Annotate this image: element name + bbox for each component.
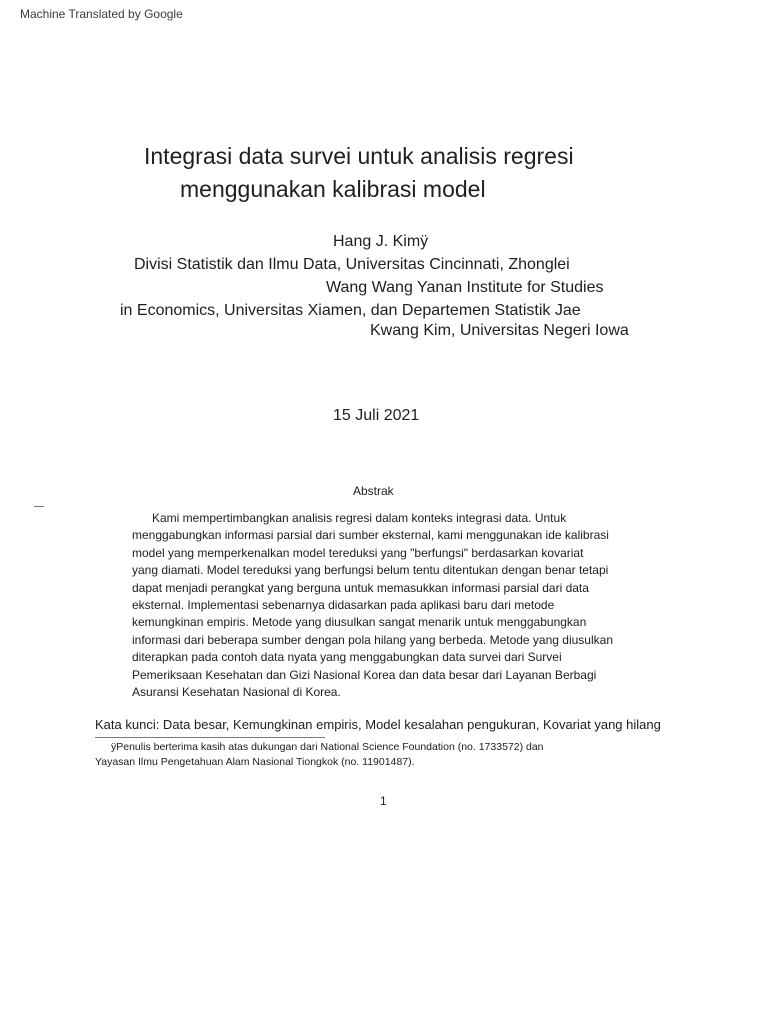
- author-line-4: in Economics, Universitas Xiamen, dan Departemen Statistik Jae: [120, 302, 581, 319]
- publication-date: 15 Juli 2021: [333, 407, 420, 424]
- abstract-line: menggabungkan informasi parsial dari sumber eksternal, kami menggunakan ide kalibrasi: [132, 528, 609, 543]
- author-line-1: Hang J. Kimÿ: [333, 233, 429, 250]
- page-number: 1: [380, 794, 387, 808]
- abstract-line: Asuransi Kesehatan Nasional di Korea.: [132, 685, 341, 700]
- abstract-heading: Abstrak: [353, 484, 394, 498]
- keywords: Kata kunci: Data besar, Kemungkinan empiris, Model kesalahan pengukuran, Kovariat yang hilang: [95, 717, 661, 732]
- abstract-line: kemungkinan empiris. Metode yang diusulkan sangat menarik untuk menggabungkan: [132, 615, 587, 630]
- abstract-line: informasi dari beberapa sumber dengan pola hilang yang berbeda. Metode yang diusulkan: [132, 632, 613, 647]
- abstract-line: eksternal. Implementasi sebenarnya didasarkan pada aplikasi baru dari metode: [132, 598, 555, 613]
- abstract-line: yang diamati. Model tereduksi yang berfungsi belum tentu ditentukan dengan benar tetapi: [132, 563, 609, 578]
- margin-mark: [34, 506, 44, 507]
- paper-title-line-1: Integrasi data survei untuk analisis regresi: [144, 143, 574, 169]
- author-line-5: Kwang Kim, Universitas Negeri Iowa: [370, 322, 629, 339]
- abstract-line: model yang memperkenalkan model tereduksi yang "berfungsi" berdasarkan kovariat: [132, 545, 584, 560]
- abstract-line: diterapkan pada contoh data nyata yang menggabungkan data survei dari Survei: [132, 650, 562, 665]
- footnote-line-1: ÿPenulis berterima kasih atas dukungan dari National Science Foundation (no. 1733572) dan: [111, 741, 544, 753]
- author-line-3: Wang Wang Yanan Institute for Studies: [326, 279, 604, 296]
- footnote-divider: [95, 737, 325, 738]
- abstract-body: [132, 510, 652, 701]
- machine-translation-banner: Machine Translated by Google: [20, 7, 183, 21]
- footnote-line-2: Yayasan Ilmu Pengetahuan Alam Nasional Tiongkok (no. 11901487).: [95, 756, 415, 768]
- abstract-line: Pemeriksaan Kesehatan dan Gizi Nasional Korea dan data besar dari Layanan Berbagi: [132, 667, 597, 682]
- abstract-line: dapat menjadi perangkat yang berguna untuk memasukkan informasi parsial dari data: [132, 580, 589, 595]
- author-line-2: Divisi Statistik dan Ilmu Data, Universitas Cincinnati, Zhonglei: [134, 256, 570, 273]
- paper-title-line-2: menggunakan kalibrasi model: [180, 176, 486, 202]
- abstract-line: Kami mempertimbangkan analisis regresi dalam konteks integrasi data. Untuk: [152, 511, 567, 525]
